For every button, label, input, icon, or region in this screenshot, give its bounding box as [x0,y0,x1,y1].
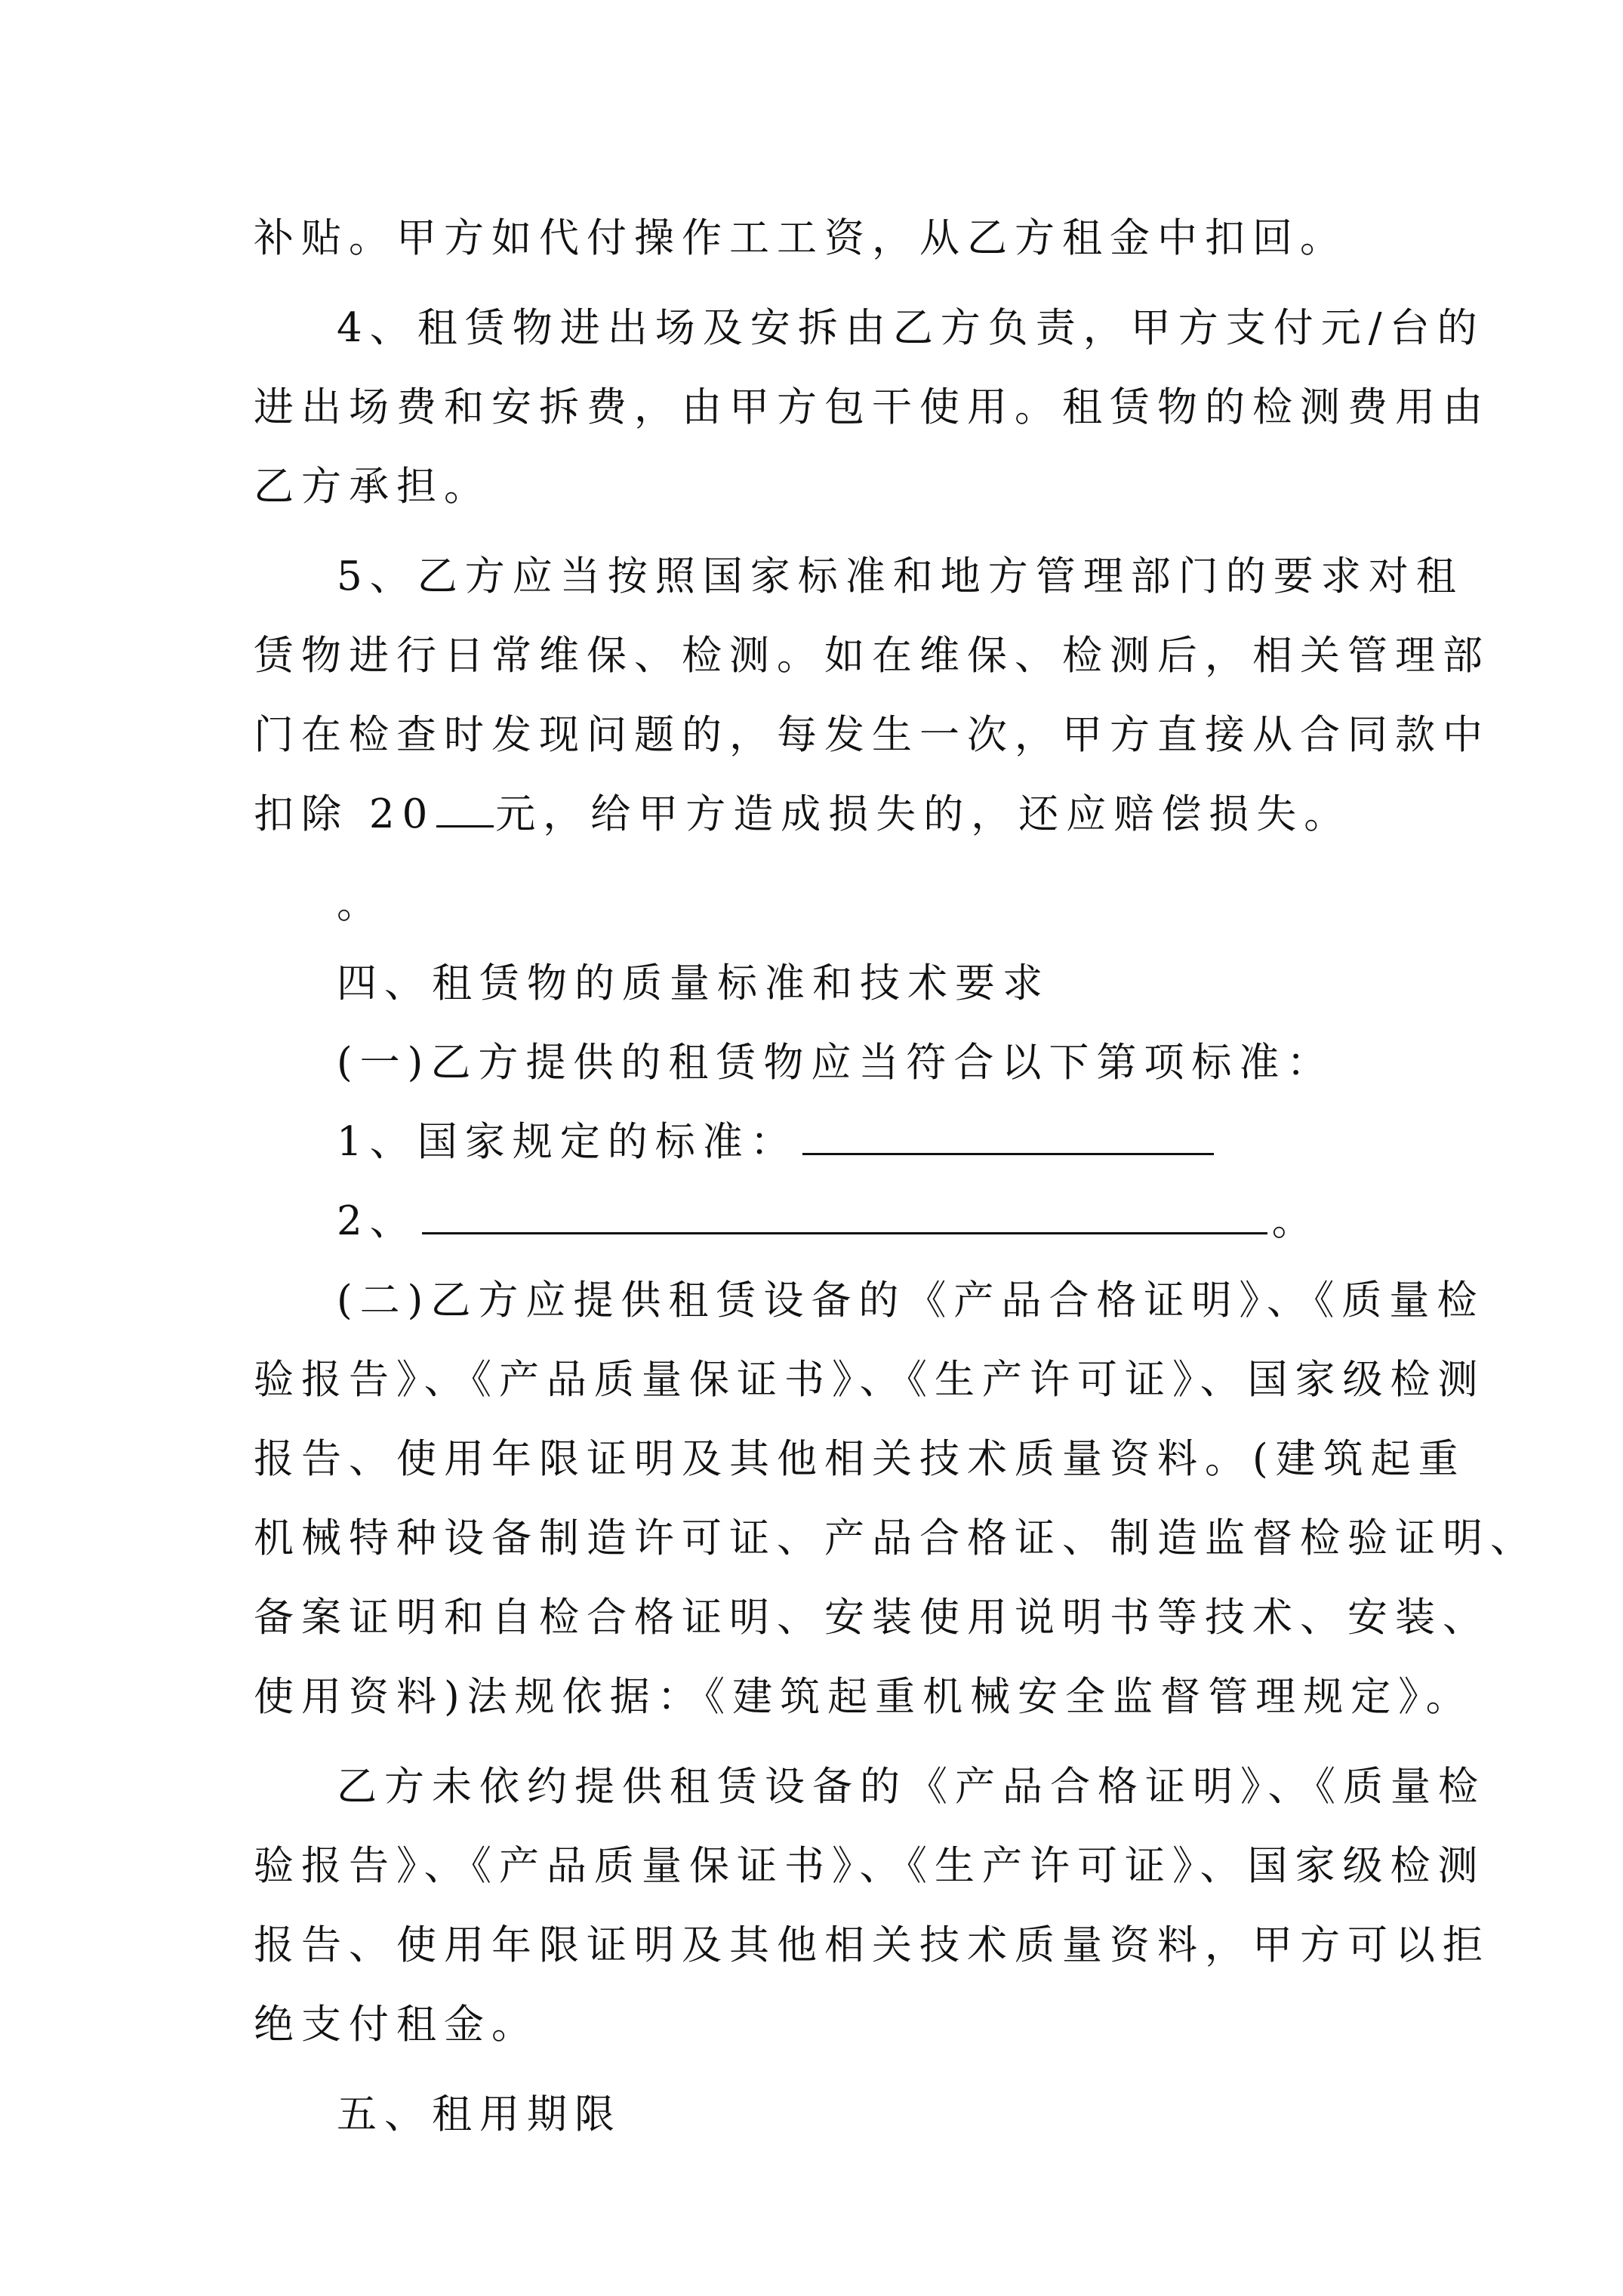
paragraph-line: 验报告》、《产品质量保证书》、《生产许可证》、国家级检测 [254,1357,1486,1403]
standard-item-2-label: 2、 [337,1198,417,1244]
section-heading: 四、租赁物的质量标准和技术要求 [337,960,1050,1006]
paragraph-line: 验报告》、《产品质量保证书》、《生产许可证》、国家级检测 [254,1843,1486,1889]
paragraph-line: 5、乙方应当按照国家标准和地方管理部门的要求对租 [337,553,1464,599]
paragraph-line: 绝支付租金。 [254,2002,539,2048]
paragraph-line: 补贴。甲方如代付操作工工资，从乙方租金中扣回。 [254,215,1347,261]
paragraph-line [254,1102,1386,1182]
paragraph-line: 机械特种设备制造许可证、产品合格证、制造监督检验证明、 [254,1515,1538,1561]
paragraph-line: 乙方承担。 [254,464,491,510]
standard-item-blank [802,1108,1214,1155]
paragraph-line [254,775,1386,854]
section-heading: 五、租用期限 [337,2091,622,2137]
paragraph-line: 乙方未依约提供租赁设备的《产品合格证明》、《质量检 [337,1764,1486,1810]
paragraph-line: (一)乙方提供的租赁物应当符合以下第项标准： [337,1040,1335,1086]
standard-item-2-blank [422,1187,1267,1234]
paragraph-line [254,1182,1386,1261]
paragraph-line: 进出场费和安拆费，由甲方包干使用。租赁物的检测费用由 [254,384,1490,430]
deduction-text-start: 扣除 20 [254,791,436,837]
paragraph-line: 门在检查时发现问题的，每发生一次，甲方直接从合同款中 [254,712,1490,758]
paragraph-line: 报告、使用年限证明及其他相关技术质量资料，甲方可以拒 [254,1922,1490,1968]
standard-item-label: 1、国家规定的标准： [337,1119,798,1165]
deduction-blank [436,780,494,827]
paragraph-line: 赁物进行日常维保、检测。如在维保、检测后，相关管理部 [254,633,1490,679]
document-body [254,199,1538,2154]
deduction-text-end: 元，给甲方造成损失的，还应赔偿损失。 [495,791,1352,837]
paragraph-line: 4、租赁物进出场及安拆由乙方负责，甲方支付元/台的 [337,305,1485,351]
paragraph-line: 备案证明和自检合格证明、安装使用说明书等技术、安装、 [254,1595,1490,1641]
stray-period: 。 [337,881,384,927]
paragraph-line: 报告、使用年限证明及其他相关技术质量资料。(建筑起重 [254,1436,1466,1482]
standard-item-2-end: 。 [1271,1198,1320,1244]
paragraph-line: 使用资料)法规依据：《建筑起重机械安全监督管理规定》。 [254,1674,1474,1720]
paragraph-line: (二)乙方应提供租赁设备的《产品合格证明》、《质量检 [337,1277,1485,1324]
